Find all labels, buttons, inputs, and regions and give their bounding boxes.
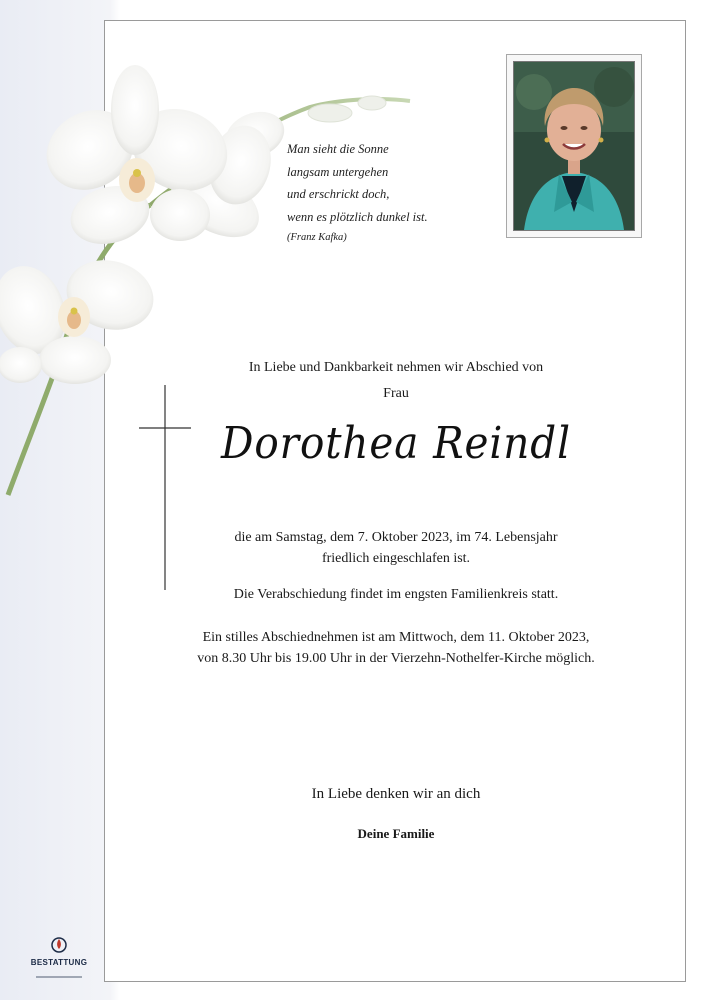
logo-text: BESTATTUNG <box>30 958 88 967</box>
deceased-name: Dorothea Reindl <box>221 418 571 469</box>
viewing-text <box>106 627 686 669</box>
farewell-text: Die Verabschiedung findet im engsten Familienkreis statt. <box>233 587 559 602</box>
salutation: Frau <box>383 386 409 401</box>
logo-underline <box>34 974 84 980</box>
quote-block <box>287 138 487 248</box>
portrait-photo <box>513 61 635 231</box>
portrait-photo-frame <box>506 54 642 238</box>
closing-line: In Liebe denken wir an dich <box>311 786 481 802</box>
viewing-line: Ein stilles Abschiednehmen ist am Mittwoch, dem 11. Oktober 2023, <box>202 630 590 645</box>
quote-line: Man sieht die Sonne <box>287 142 389 156</box>
passing-line: die am Samstag, dem 7. Oktober 2023, im 74. Lebensjahr <box>234 530 558 545</box>
passing-text <box>106 527 686 569</box>
passing-line: friedlich eingeschlafen ist. <box>321 551 471 566</box>
quote-author: (Franz Kafka) <box>287 232 347 243</box>
quote-line: und erschrickt doch, <box>287 187 390 201</box>
quote-line: wenn es plötzlich dunkel ist. <box>287 209 428 224</box>
family-signature: Deine Familie <box>357 826 435 841</box>
intro-text: In Liebe und Dankbarkeit nehmen wir Abschied von <box>248 360 544 375</box>
funeral-home-logo <box>25 935 93 975</box>
viewing-line: von 8.30 Uhr bis 19.00 Uhr in der Vierzehn-Nothelfer-Kirche möglich. <box>197 651 595 666</box>
flame-icon <box>49 935 69 953</box>
orchid-flower-main <box>32 65 239 252</box>
quote-line: langsam untergehen <box>287 164 389 179</box>
